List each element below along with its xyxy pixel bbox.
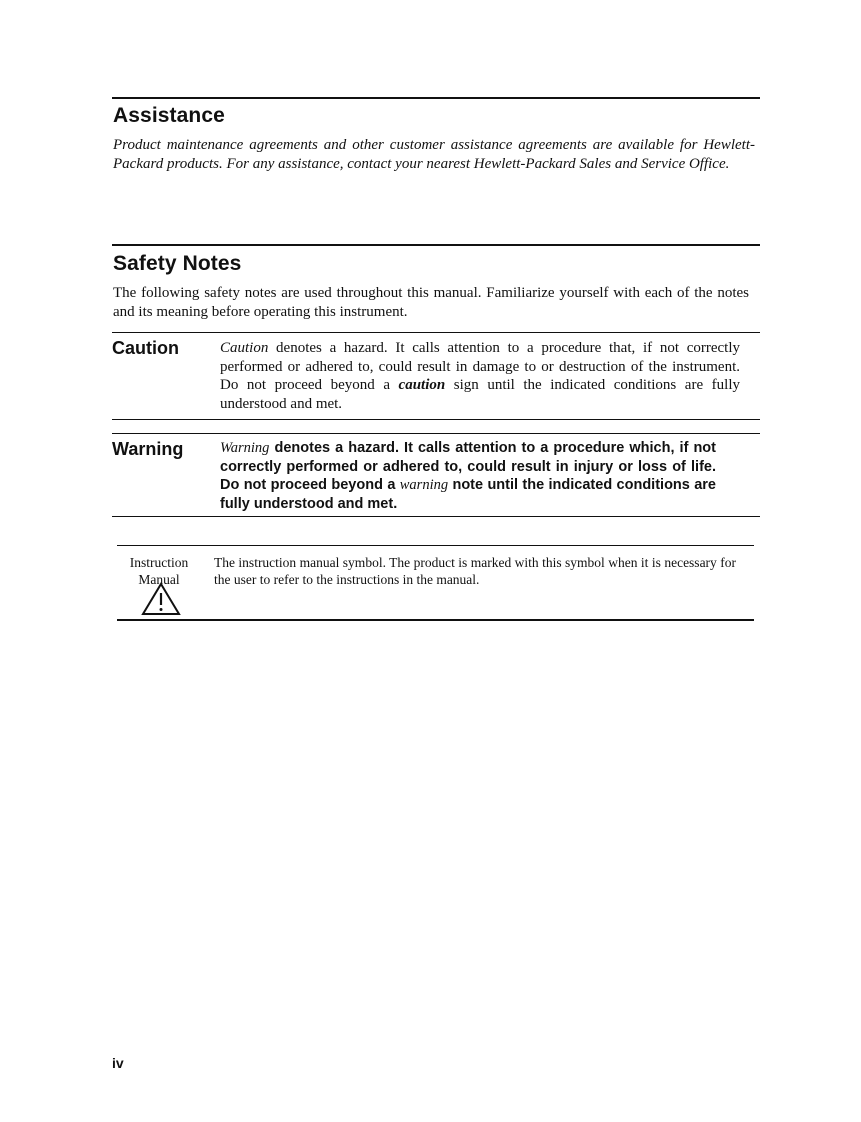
safety-notes-heading: Safety Notes bbox=[113, 252, 242, 275]
safety-notes-intro: The following safety notes are used throughout this manual. Familiarize yourself with each of the notes and its meaning before operating this instrument. bbox=[113, 285, 749, 320]
warning-triangle-icon bbox=[141, 582, 181, 616]
warning-text-part: denotes a hazard. It calls attention to a procedure which, if not correctly performed or adhered to, could result in injury or loss of life. Do not proceed beyond a bbox=[220, 440, 716, 493]
warning-text-part: note until the indicated conditions are fully understood and met. bbox=[220, 477, 716, 512]
warning-lead: Warning bbox=[220, 440, 270, 456]
warning-emphasis: warning bbox=[399, 477, 449, 493]
page-number: iv bbox=[112, 1055, 124, 1071]
symbol-bottom-rule bbox=[117, 619, 754, 621]
assistance-body: Product maintenance agreements and other customer assistance agreements are available for Hewlett-Packard products. For any assistance, contact your nearest Hewlett-Packard Sales and Service Office. bbox=[113, 137, 755, 172]
symbol-label-line1: Instruction bbox=[129, 555, 189, 570]
warning-label: Warning bbox=[112, 439, 184, 459]
caution-top-rule bbox=[112, 332, 760, 333]
caution-emphasis: caution bbox=[398, 377, 446, 393]
caution-label: Caution bbox=[112, 338, 179, 358]
caution-bottom-rule bbox=[112, 419, 760, 420]
caution-text bbox=[220, 339, 740, 413]
section-rule bbox=[112, 244, 760, 246]
section-rule bbox=[112, 97, 760, 99]
warning-bottom-rule bbox=[112, 516, 760, 517]
caution-lead: Caution bbox=[220, 340, 269, 356]
caution-text-part: denotes a hazard. It calls attention to a procedure that, if not correctly performed or adhered to, could result in damage to or destruction of the instrument. Do not proceed beyond a bbox=[220, 340, 740, 393]
assistance-heading: Assistance bbox=[113, 104, 225, 127]
warning-text bbox=[220, 439, 716, 513]
symbol-top-rule bbox=[117, 545, 754, 546]
caution-text-part: sign until the indicated conditions are fully understood and met. bbox=[220, 377, 740, 412]
symbol-description: The instruction manual symbol. The product is marked with this symbol when it is necessary for the user to refer to the instructions in the manual. bbox=[214, 555, 736, 587]
symbol-label-line2: Manual bbox=[138, 572, 180, 587]
warning-top-rule bbox=[112, 433, 760, 434]
